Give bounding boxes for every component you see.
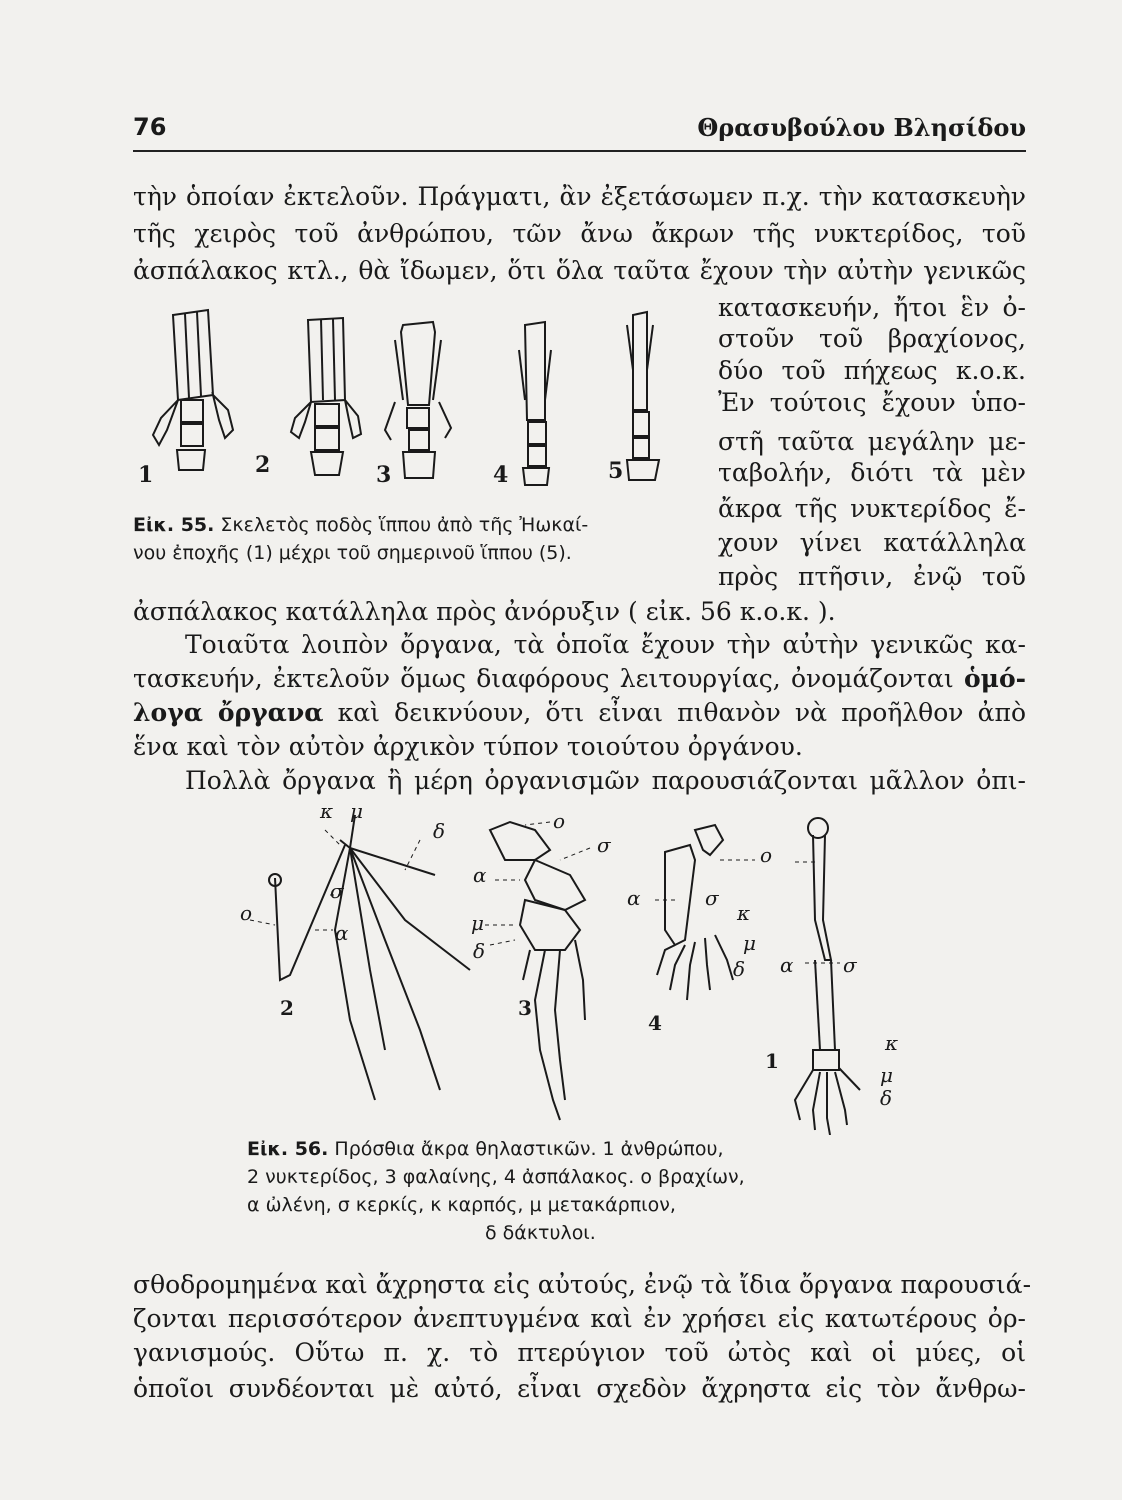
fig56-letter-d: δ <box>733 957 746 981</box>
fig56-letter-s: σ <box>705 886 719 910</box>
fig56-letter-o: ο <box>553 809 566 833</box>
text-line: σθοδρομημένα καὶ ἄχρηστα εἰς αὐτούς, ἐνῷ τὰ ἴδια ὄργανα παρουσιά- <box>133 1270 1032 1299</box>
term-homologous: ὁμό- <box>963 664 1026 693</box>
text-line: τῆς χειρὸς τοῦ ἀνθρώπου, τῶν ἄνω ἄκρων τῆς νυκτερίδος, τοῦ <box>133 219 1026 248</box>
horse-foot-2 <box>291 318 361 475</box>
text-line: γανισμούς. Οὕτω π. χ. τὸ πτερύγιον τοῦ ὠτὸς καὶ οἱ μύες, οἱ <box>133 1338 1026 1367</box>
horse-foot-3 <box>385 322 451 478</box>
fig56-letter-s: σ <box>597 833 611 857</box>
fig55-caption-text: Σκελετὸς ποδὸς ἵππου ἀπὸ τῆς Ἠωκαί- <box>220 514 589 536</box>
text-line <box>133 662 1026 695</box>
fig56-letter-k: κ <box>737 901 751 925</box>
fig56-letter-m: μ <box>880 1063 893 1087</box>
text-line: τὴν ὁποίαν ἐκτελοῦν. Πράγματι, ἂν ἐξετάσωμεν π.χ. τὴν κατασκευὴν <box>133 182 1026 211</box>
fig56-caption-line2: 2 νυκτερίδος, 3 φαλαίνης, 4 ἀσπάλακος. ο βραχίων, <box>247 1166 745 1188</box>
figure-56-mammal-forelimbs <box>235 800 915 1135</box>
fig56-letter-o: ο <box>760 843 773 867</box>
fig56-number: 4 <box>648 1011 662 1035</box>
text-line <box>133 696 1026 729</box>
fig55-label: 4 <box>493 462 509 488</box>
fig56-letter-k: κ <box>885 1031 899 1055</box>
fig56-number: 2 <box>280 996 294 1020</box>
horse-foot-4 <box>519 322 551 485</box>
fig55-caption-line1 <box>133 512 588 539</box>
text-line: δύο τοῦ πήχεως κ.ο.κ. <box>718 356 1026 385</box>
text-span: καὶ δεικνύουν, ὅτι εἶναι πιθανὸν νὰ προῆλθον ἀπὸ <box>337 698 1027 727</box>
bat-wing <box>269 815 470 1100</box>
fig55-label: 5 <box>608 458 624 484</box>
fig56-letter-s: σ <box>330 879 344 903</box>
fig55-label: 2 <box>255 452 271 478</box>
fig56-letter-m: μ <box>743 931 756 955</box>
text-line: Ἐν τούτοις ἔχουν ὑπο- <box>718 388 1026 417</box>
fig56-letter-a: α <box>780 953 794 977</box>
text-line: Τοιαῦτα λοιπὸν ὄργανα, τὰ ὁποῖα ἔχουν τὴν αὐτὴν γενικῶς κα- <box>185 630 1026 659</box>
header-rule <box>133 150 1026 152</box>
fig55-label: 1 <box>138 462 154 488</box>
text-span: τασκευήν, ἐκτελοῦν ὅμως διαφόρους λειτουργίας, ὀνομάζονται <box>133 664 954 693</box>
running-header-author: Θρασυβούλου Βλησίδου <box>697 113 1026 142</box>
fig55-label: 3 <box>376 462 392 488</box>
fig56-letter-d: δ <box>880 1086 893 1110</box>
fig56-letter-a: α <box>335 921 349 945</box>
page-number: 76 <box>133 113 167 141</box>
text-line: ταβολήν, διότι τὰ μὲν <box>718 458 1026 487</box>
fig56-letter-a: α <box>627 886 641 910</box>
text-line: ἀσπάλακος κτλ., θὰ ἴδωμεν, ὅτι ὅλα ταῦτα ἔχουν τὴν αὐτὴν γενικῶς <box>133 256 1026 285</box>
fig56-caption-line3: α ὠλένη, σ κερκίς, κ καρπός, μ μετακάρπιον, <box>247 1194 676 1216</box>
fig56-letter-m: μ <box>350 800 363 823</box>
text-line: ἄκρα τῆς νυκτερίδος ἔ- <box>718 494 1026 523</box>
fig56-number: 3 <box>518 996 532 1020</box>
text-line: κατασκευήν, ἤτοι ἓν ὀ- <box>718 293 1026 322</box>
fig56-letter-a: α <box>473 863 487 887</box>
fig56-letter-o: ο <box>240 901 253 925</box>
term-homologous-organs: λογα ὄργανα <box>133 698 324 727</box>
text-line: στοῦν τοῦ βραχίονος, <box>718 324 1026 353</box>
text-line: πρὸς πτῆσιν, ἐνῷ τοῦ <box>718 562 1026 591</box>
fig56-letter-d: δ <box>433 819 446 843</box>
fig56-letter-d: δ <box>473 939 486 963</box>
fig56-caption-line1 <box>247 1136 724 1163</box>
text-line: ζονται περισσότερον ἀνεπτυγμένα καὶ ἐν χρήσει εἰς κατωτέρους ὀρ- <box>133 1304 1026 1333</box>
whale-flipper <box>490 822 585 1120</box>
text-line: στῆ ταῦτα μεγάλην με- <box>718 427 1026 456</box>
horse-foot-1 <box>153 310 233 470</box>
fig56-caption-text: Πρόσθια ἄκρα θηλαστικῶν. 1 ἀνθρώπου, <box>334 1138 724 1160</box>
figure-55-horse-feet <box>133 300 693 495</box>
fig56-number: 1 <box>765 1049 779 1073</box>
text-line: ἀσπάλακος κατάλληλα πρὸς ἀνόρυξιν ( εἰκ. 56 κ.ο.κ. ). <box>133 597 836 626</box>
fig55-caption-title: Εἰκ. 55. <box>133 514 215 536</box>
mole-limb <box>657 825 733 1000</box>
fig56-letter-k: κ <box>320 800 334 823</box>
fig56-letter-m: μ <box>471 911 484 935</box>
text-line: ἕνα καὶ τὸν αὐτὸν ἀρχικὸν τύπον τοιούτου ὀργάνου. <box>133 732 803 761</box>
text-line: χουν γίνει κατάλληλα <box>718 528 1026 557</box>
text-line: Πολλὰ ὄργανα ἢ μέρη ὀργανισμῶν παρουσιάζονται μᾶλλον ὀπι- <box>185 766 1026 795</box>
fig56-letter-s: σ <box>843 953 857 977</box>
fig56-caption-line4: δ δάκτυλοι. <box>485 1222 596 1244</box>
text-line: ὁποῖοι συνδέονται μὲ αὐτό, εἶναι σχεδὸν ἄχρηστα εἰς τὸν ἄνθρω- <box>133 1374 1026 1403</box>
horse-foot-5 <box>627 312 659 480</box>
fig56-caption-title: Εἰκ. 56. <box>247 1138 329 1160</box>
fig55-caption-line2: νου ἐποχῆς (1) μέχρι τοῦ σημερινοῦ ἵππου (5). <box>133 542 572 564</box>
